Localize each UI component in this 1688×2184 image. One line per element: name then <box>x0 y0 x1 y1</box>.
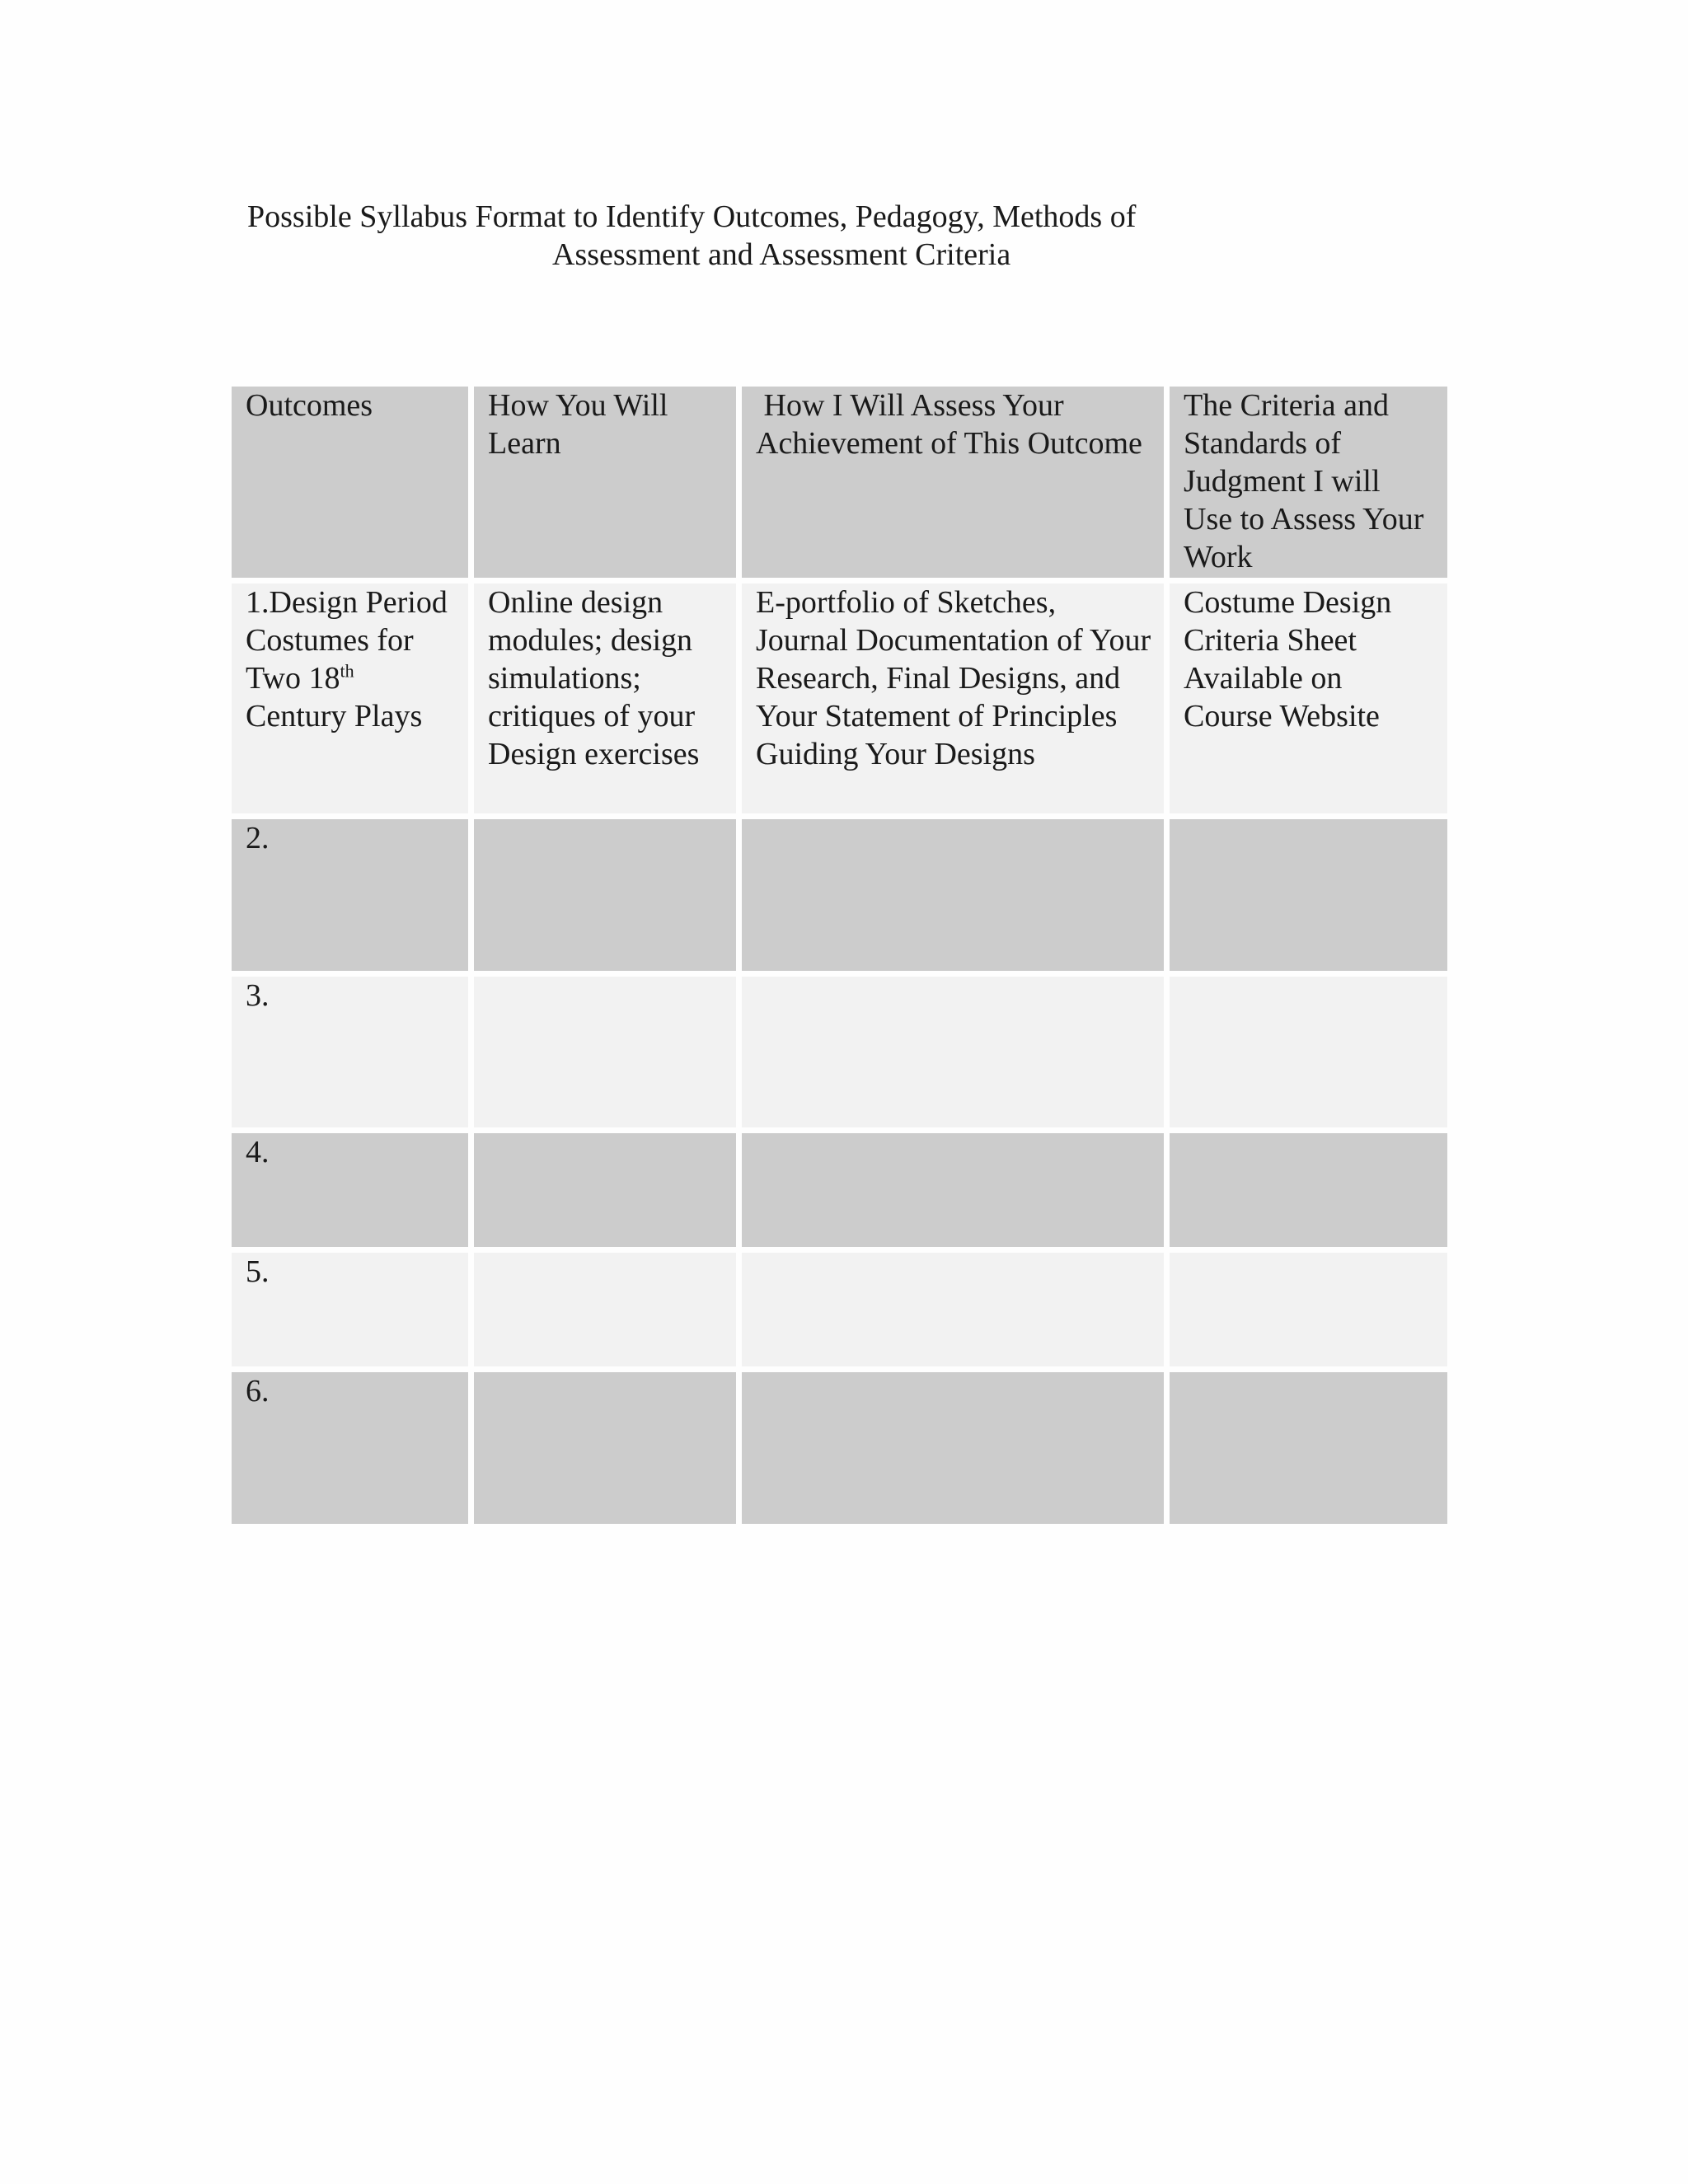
row1-outcome <box>232 583 468 813</box>
row-number: 2. <box>246 821 270 855</box>
row2-outcome <box>232 819 468 971</box>
row4-assess <box>742 1133 1164 1247</box>
row1-assess: E-portfolio of Sketches, Journal Documentation of Your Research, Final Designs, and Your Statement of Principles Guiding Your Designs <box>742 583 1164 813</box>
row4-learn <box>474 1133 736 1247</box>
row5-assess <box>742 1253 1164 1366</box>
row1-outcome-text: 1.Design Period Costumes for Two 18 <box>246 585 448 696</box>
header-criteria-and-standards: The Criteria and Standards of Judgment I will Use to Assess Your Work <box>1170 387 1447 578</box>
row6-outcome <box>232 1372 468 1524</box>
row3-assess <box>742 977 1164 1127</box>
syllabus-table <box>232 387 1447 1524</box>
header-outcomes: Outcomes <box>232 387 468 578</box>
title-line-1: Possible Syllabus Format to Identify Outcomes, Pedagogy, Methods of <box>247 199 1137 234</box>
row3-outcome <box>232 977 468 1127</box>
row5-criteria <box>1170 1253 1447 1366</box>
header-how-i-will-assess: How I Will Assess Your Achievement of This Outcome <box>742 387 1164 578</box>
row-number: 6. <box>246 1374 270 1408</box>
row3-learn <box>474 977 736 1127</box>
row-number: 5. <box>246 1254 270 1289</box>
row1-criteria: Costume Design Criteria Sheet Available on Course Website <box>1170 583 1447 813</box>
row6-learn <box>474 1372 736 1524</box>
row6-criteria <box>1170 1372 1447 1524</box>
header-how-you-will-learn: How You Will Learn <box>474 387 736 578</box>
row-number: 3. <box>246 978 270 1013</box>
row1-outcome-text-end: Century Plays <box>246 699 423 733</box>
row4-outcome <box>232 1133 468 1247</box>
row1-learn: Online design modules; design simulations; critiques of your Design exercises <box>474 583 736 813</box>
row4-criteria <box>1170 1133 1447 1247</box>
row5-outcome <box>232 1253 468 1366</box>
row-number: 4. <box>246 1135 270 1169</box>
title-line-2: Assessment and Assessment Criteria <box>552 237 1011 272</box>
row2-criteria <box>1170 819 1447 971</box>
row5-learn <box>474 1253 736 1366</box>
row2-assess <box>742 819 1164 971</box>
document-title <box>247 198 1195 274</box>
row1-outcome-superscript: th <box>340 660 354 682</box>
row3-criteria <box>1170 977 1447 1127</box>
row2-learn <box>474 819 736 971</box>
row6-assess <box>742 1372 1164 1524</box>
